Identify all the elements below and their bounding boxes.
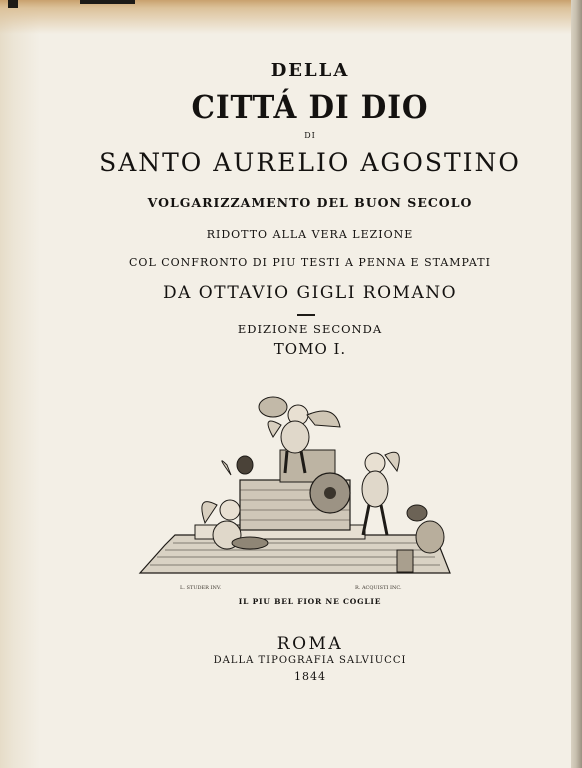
divider-rule	[297, 314, 315, 316]
vignette-motto: IL PIU BEL FIOR NE COGLIE	[238, 597, 382, 606]
book-title: CITTÁ DI DIO	[191, 88, 429, 126]
binding-gutter	[0, 0, 40, 768]
engraving-credit-left: L. STUDER INV.	[180, 585, 222, 591]
edition: EDIZIONE SECONDA	[237, 322, 383, 336]
top-stain	[0, 0, 582, 34]
engraving-credit-right: R. ACQUISTI INC.	[355, 585, 402, 591]
author-name: SANTO AURELIO AGOSTINO	[99, 148, 521, 177]
page-edge	[571, 0, 582, 768]
imprint-city: ROMA	[276, 634, 344, 654]
title-connector: DI	[304, 131, 316, 140]
editor-name: DA OTTAVIO GIGLI ROMANO	[162, 283, 458, 303]
cherubs-press-vignette-icon	[135, 385, 455, 595]
torn-edge	[8, 0, 18, 8]
volume-number: TOMO I.	[273, 340, 347, 358]
imprint-year: 1844	[294, 670, 326, 683]
title-line-della: DELLA	[270, 60, 350, 81]
edition-note-1: RIDOTTO ALLA VERA LEZIONE	[206, 228, 414, 241]
subtitle: VOLGARIZZAMENTO DEL BUON SECOLO	[147, 195, 473, 210]
torn-edge	[80, 0, 135, 4]
edition-note-2: COL CONFRONTO DI PIU TESTI A PENNA E STAMPATI	[129, 256, 491, 269]
imprint-printer: DALLA TIPOGRAFIA SALVIUCCI	[213, 655, 407, 666]
